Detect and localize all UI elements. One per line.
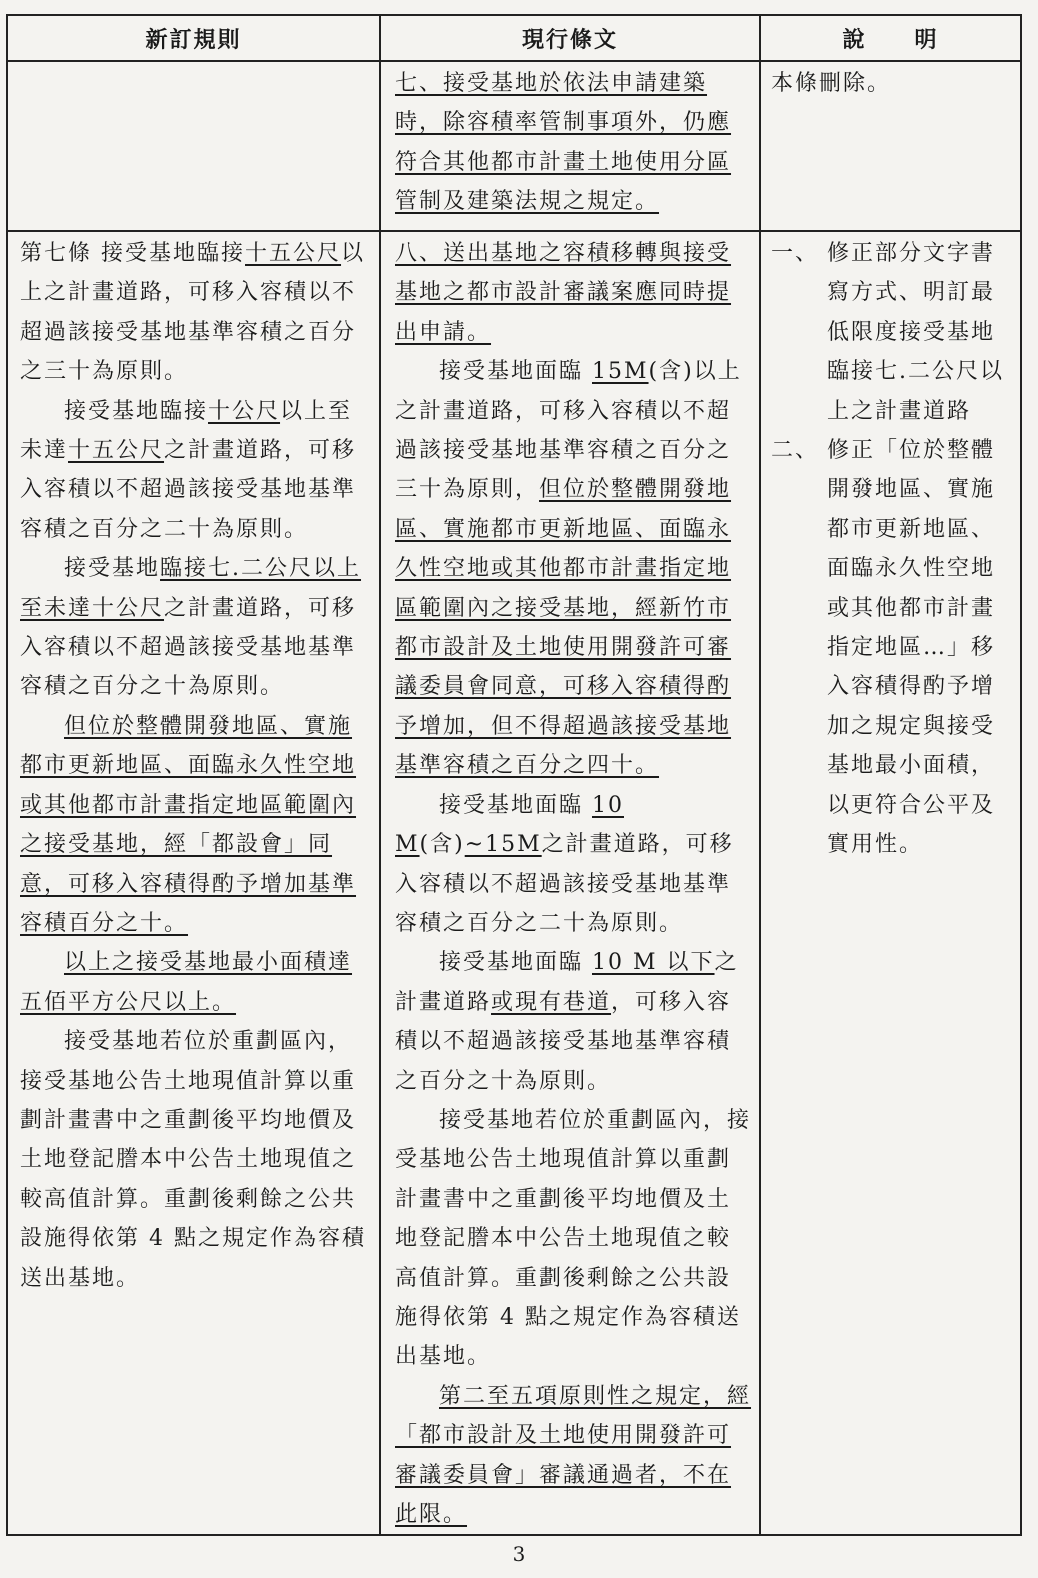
table-row	[7, 231, 1021, 1535]
article-paragraph-1: 第七條 接受基地臨接十五公尺以上之計畫道路，可移入容積以不超過該接受基地基準容積之百分之三十為原則。	[20, 241, 366, 385]
article-number: 第七條	[20, 241, 93, 266]
row1-current-text: 七、接受基地於依法申請建築時，除容積率管制事項外，仍應符合其他都市計畫土地使用分區管制及建築法規之規定。	[395, 71, 732, 215]
article-paragraph-3: 接受基地臨接七.二公尺以上至未達十公尺之計畫道路，可移入容積以不超過該接受基地基準容積之百分之十為原則。	[20, 556, 362, 700]
current-paragraph-6: 第二至五項原則性之規定，經「都市設計及土地使用開發許可審議委員會」審議通過者，不在此限。	[395, 1383, 752, 1527]
article-paragraph-5: 以上之接受基地最小面積達五佰平方公尺以上。	[20, 950, 353, 1015]
current-paragraph-1: 八、送出基地之容積移轉與接受基地之都市設計審議案應同時提出申請。	[395, 241, 732, 345]
article-paragraph-2: 接受基地臨接十公尺以上至未達十五公尺之計畫道路，可移入容積以不超過該接受基地基準容積之百分之二十為原則。	[20, 398, 357, 542]
header-explanation: 說 明	[760, 15, 1021, 61]
page-number: 3	[512, 1542, 526, 1566]
row1-note-text: 本條刪除。	[771, 71, 892, 96]
current-paragraph-3: 接受基地面臨 10 M(含)~15M之計畫道路，可移入容積以不超過該接受基地基準容積之百分之二十為原則。	[395, 792, 734, 936]
current-paragraph-5: 接受基地若位於重劃區內，接受基地公告土地現值計算以重劃計畫書中之重劃後平均地價及土地登記謄本中公告土地現值之較高值計算。重劃後剩餘之公共設施得依第 4 點之規定作為容積送出基地。	[395, 1107, 752, 1370]
article-paragraph-4: 但位於整體開發地區、實施都市更新地區、面臨永久性空地或其他都市計畫指定地區範圍內之接受基地，經「都設會」同意，可移入容積得酌予增加基準容積百分之十。	[20, 713, 357, 936]
table-header-row	[7, 15, 1021, 61]
header-current-articles: 現行條文	[380, 15, 760, 61]
current-paragraph-2: 接受基地面臨 15M(含)以上之計畫道路，可移入容積以不超過該接受基地基準容積之百分之三十為原則，但位於整體開發地區、實施都市更新地區、面臨永久性空地或其他都市計畫指定地區範圍內之接受基地，經新竹市都市設計及土地使用開發許可審議委員會同意，可移入容積得酌予增加，但不得超過該接受基地基準容積之百分之四十。	[395, 359, 742, 779]
comparison-table	[6, 14, 1022, 1536]
row1-current-cell	[380, 61, 760, 231]
row2-new-cell	[7, 231, 380, 1535]
article-paragraph-6: 接受基地若位於重劃區內，接受基地公告土地現值計算以重劃計畫書中之重劃後平均地價及土地登記謄本中公告土地現值之較高值計算。重劃後剩餘之公共設施得依第 4 點之規定作為容積送出基地。	[20, 1029, 366, 1291]
row1-note-cell	[760, 61, 1021, 231]
row2-current-cell	[380, 231, 760, 1535]
header-new-rules: 新訂規則	[7, 15, 380, 61]
row1-new-cell	[7, 61, 380, 231]
current-paragraph-4: 接受基地面臨 10 M 以下之計畫道路或現有巷道，可移入容積以不超過該接受基地基準容積之百分之十為原則。	[395, 950, 739, 1094]
row2-note-cell	[760, 231, 1021, 1535]
note-item-2: 二、 修正「位於整體開發地區、實施都市更新地區、面臨永久性空地或其他都市計畫指定地區…」移入容積得酌予增加之規定與接受基地最小面積，以更符合公平及實用性。	[771, 438, 996, 858]
table-row	[7, 61, 1021, 231]
note-item-1: 一、 修正部分文字書寫方式、明訂最低限度接受基地臨接七.二公尺以上之計畫道路	[771, 241, 1004, 424]
